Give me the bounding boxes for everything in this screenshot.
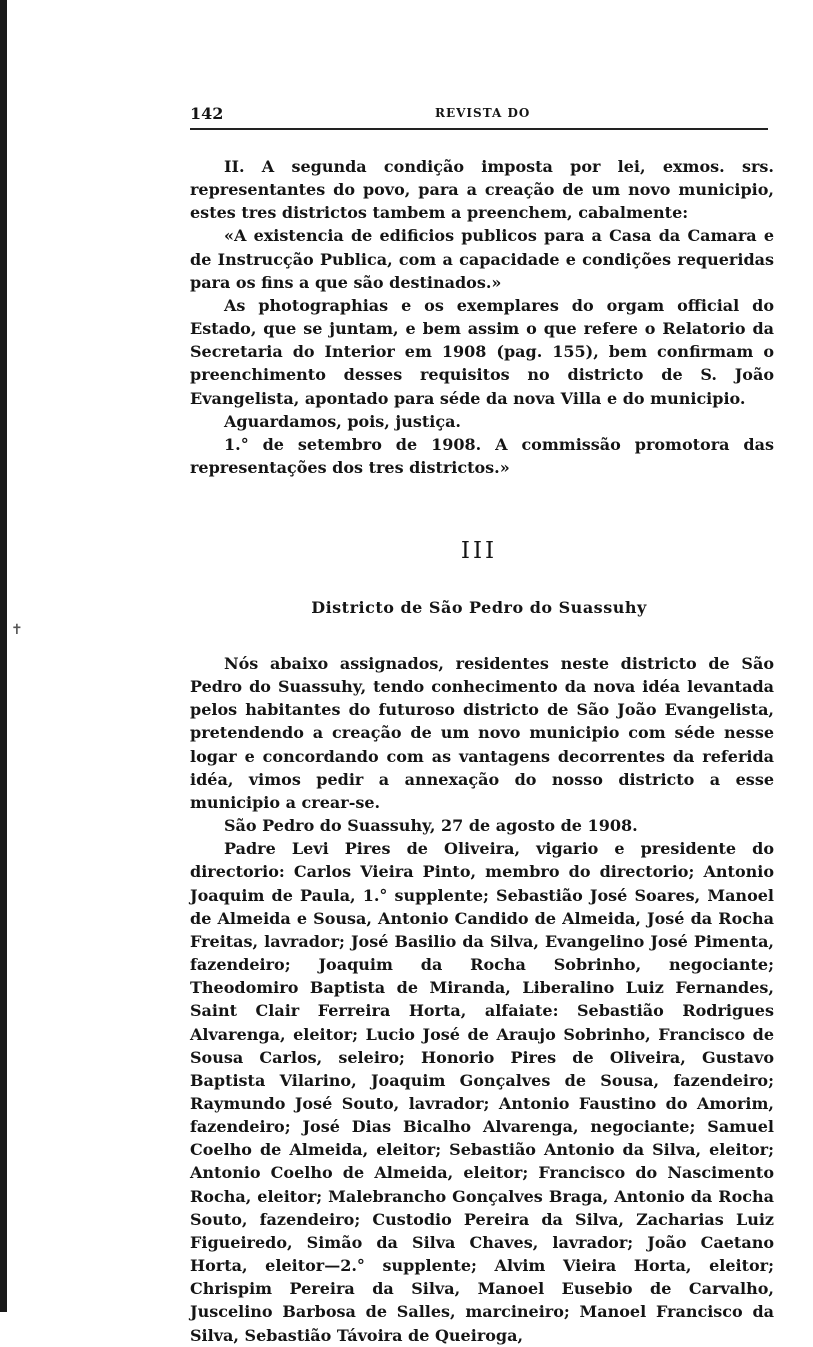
paragraph-petition: Nós abaixo assignados, residentes neste districto de São Pedro do Suassuhy, tendo conhecimento da nova idéa levantada pelos habitantes do futuroso districto de São João Evangelista, pretendendo a creação de um novo municipio com séde nesse logar e concordando com as vantagens decorrentes da referida idéa, vimos pedir a annexação do nosso districto a esse municipio a crear-se. — [190, 654, 774, 812]
section-number: III — [460, 538, 498, 564]
paragraph-condition: II. A segunda condição imposta por lei, exmos. srs. representantes do povo, para a creação de um novo municipio, estes tres districtos tambem a preenchem, cabalmente: — [190, 157, 774, 223]
header-rule — [190, 128, 768, 130]
section-title: Districto de São Pedro do Suassuhy — [311, 598, 647, 617]
text-block-part-ii — [190, 155, 774, 479]
running-head: REVISTA DO — [435, 106, 531, 120]
page-header — [190, 104, 768, 126]
page-number: 142 — [190, 104, 224, 123]
margin-mark-glyph: ✝ — [11, 622, 23, 638]
text-block-part-iii — [190, 652, 774, 1347]
paragraph-place-date: São Pedro do Suassuhy, 27 de agosto de 1908. — [224, 816, 638, 836]
paragraph-photographs: As photographias e os exemplares do orgam official do Estado, que se juntam, e bem assim o que refere o Relatorio da Secretaria do Interior em 1908 (pag. 155), bem confirmam o preenchimento desses requisitos no districto de S. João Evangelista, apontado para séde da nova Villa e do municipio. — [190, 295, 774, 408]
paragraph-signature-date: 1.° de setembro de 1908. A commissão promotora das representações dos tres districtos.» — [190, 434, 774, 478]
book-binding-edge — [0, 0, 7, 1312]
paragraph-closing: Aguardamos, pois, justiça. — [224, 411, 461, 431]
paragraph-quote: «A existencia de edificios publicos para a Casa da Camara e de Instrucção Publica, com a capacidade e condições requeridas para os fins a que são destinados.» — [190, 226, 774, 292]
paragraph-signatories: Padre Levi Pires de Oliveira, vigario e presidente do directorio: Carlos Vieira Pinto, membro do directorio; Antonio Joaquim de Paula, 1.° supplente; Sebastião José Soares, Manoel de Almeida e Sousa, Antonio Candido de Almeida, José da Rocha Freitas, lavrador; José Basilio da Silva, Evangelino José Pimenta, fazendeiro; Joaquim da Rocha Sobrinho, negociante; Theodomiro Baptista de Miranda, Liberalino Luiz Fernandes, Saint Clair Ferreira Horta, alfaiate: Sebastião Rodrigues Alvarenga, eleitor; Lucio José de Araujo Sobrinho, Francisco de Sousa Carlos, seleiro; Honorio Pires de Oliveira, Gustavo Baptista Vilarino, Joaquim Gonçalves de Sousa, fazendeiro; Raymundo José Souto, lavrador; Antonio Faustino do Amorim, fazendeiro; José Dias Bicalho Alvarenga, negociante; Samuel Coelho de Almeida, eleitor; Sebastião Antonio da Silva, eleitor; Antonio Coelho de Almeida, eleitor; Francisco do Nascimento Rocha, eleitor; Malebrancho Gonçalves Braga, Antonio da Rocha Souto, fazendeiro; Custodio Pereira da Silva, Zacharias Luiz Figueiredo, Simão da Silva Chaves, lavrador; João Caetano Horta, eleitor—2.° supplente; Alvim Vieira Horta, eleitor; Chrispim Pereira da Silva, Manoel Eusebio de Carvalho, Juscelino Barbosa de Salles, marcineiro; Manoel Francisco da Silva, Sebastião Távoira de Queiroga, — [190, 839, 774, 1345]
